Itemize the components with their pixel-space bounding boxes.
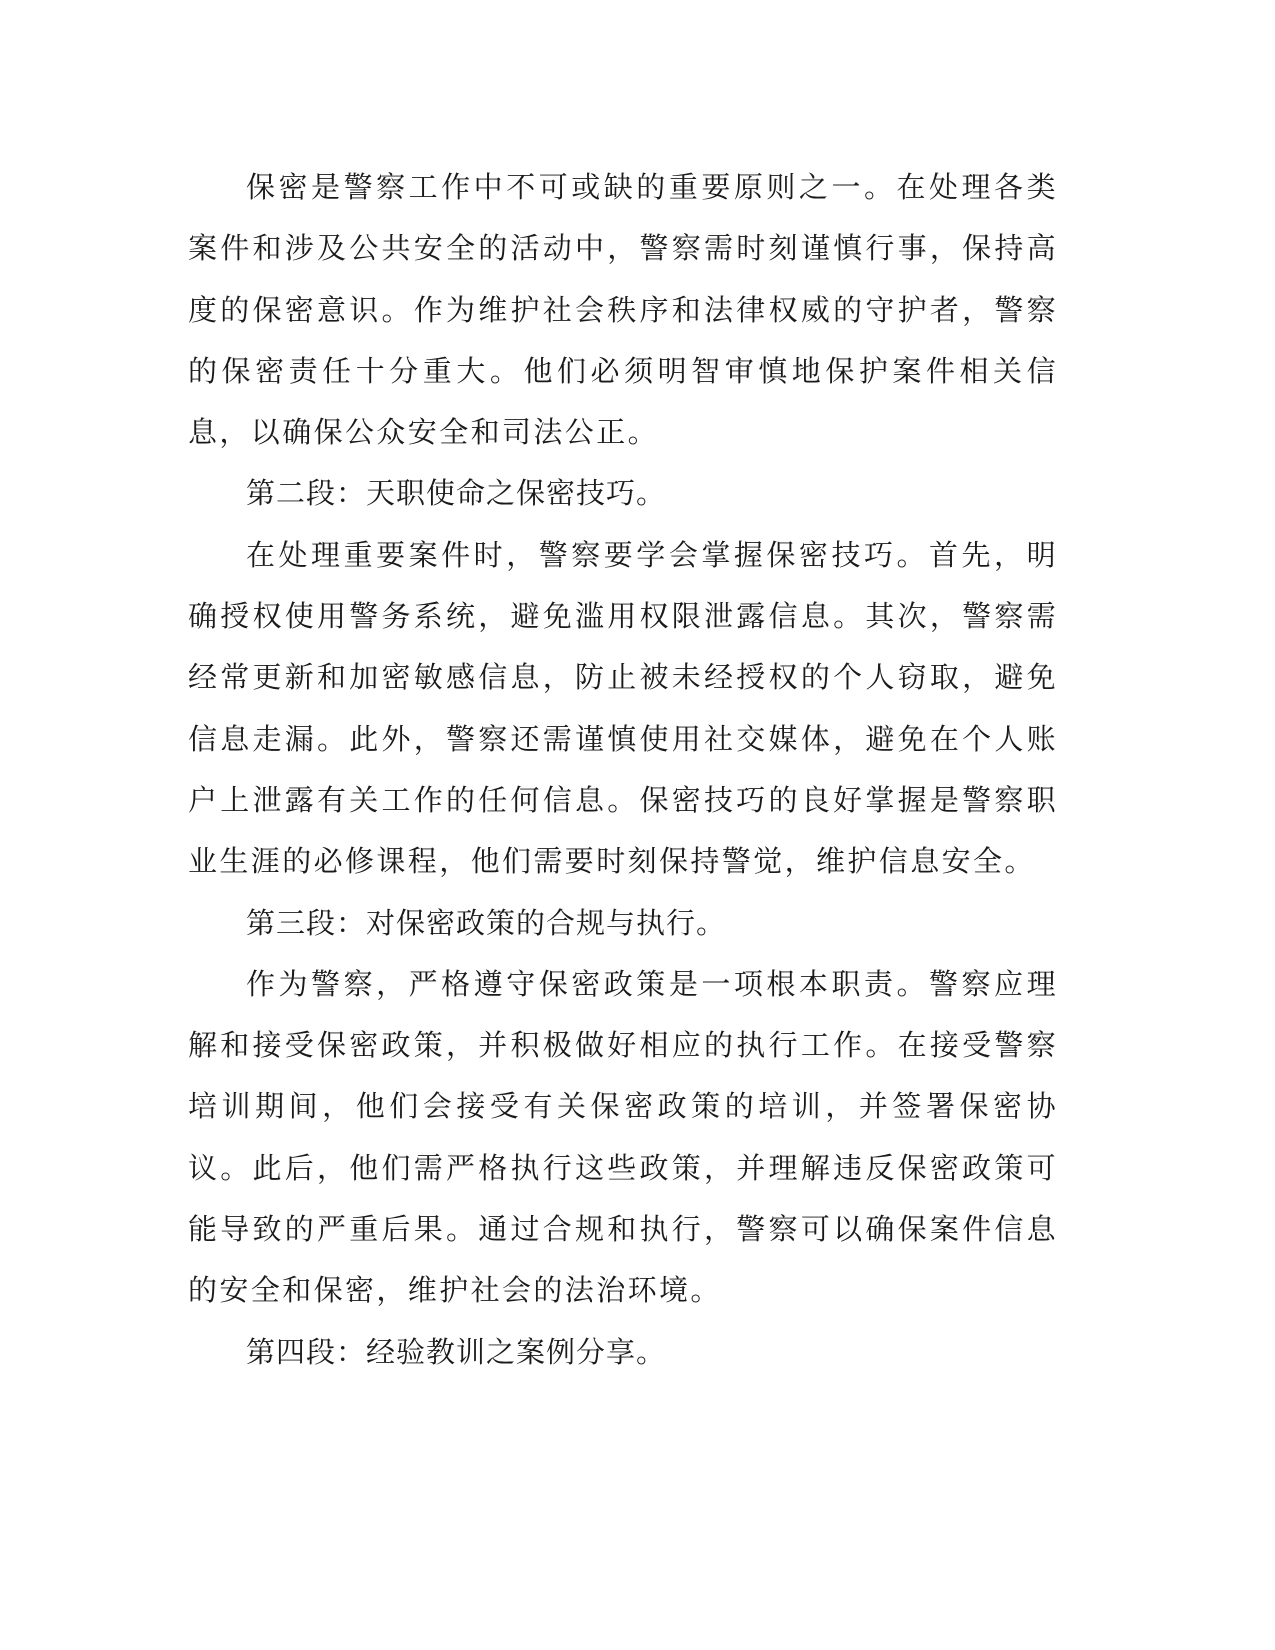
paragraph-intro: 保密是警察工作中不可或缺的重要原则之一。在处理各类案件和涉及公共安全的活动中，警察需时刻谨慎行事，保持高度的保密意识。作为维护社会秩序和法律权威的守护者，警察的保密责任十分重大。他们必须明智审慎地保护案件相关信息，以确保公众安全和司法公正。 <box>188 170 1058 450</box>
section-heading-3: 第三段：对保密政策的合规与执行。 <box>246 905 727 940</box>
paragraph-section-3: 作为警察，严格遵守保密政策是一项根本职责。警察应理解和接受保密政策，并积极做好相应的执行工作。在接受警察培训期间，他们会接受有关保密政策的培训，并签署保密协议。此后，他们需严格执行这些政策，并理解违反保密政策可能导致的严重后果。通过合规和执行，警察可以确保案件信息的安全和保密，维护社会的法治环境。 <box>188 966 1058 1308</box>
paragraph-section-2: 在处理重要案件时，警察要学会掌握保密技巧。首先，明确授权使用警务系统，避免滥用权限泄露信息。其次，警察需经常更新和加密敏感信息，防止被未经授权的个人窃取，避免信息走漏。此外，警察还需谨慎使用社交媒体，避免在个人账户上泄露有关工作的任何信息。保密技巧的良好掌握是警察职业生涯的必修课程，他们需要时刻保持警觉，维护信息安全。 <box>188 537 1058 879</box>
text-column <box>188 157 1058 1383</box>
section-heading-4: 第四段：经验教训之案例分享。 <box>246 1334 667 1369</box>
section-heading-2: 第二段：天职使命之保密技巧。 <box>246 476 667 511</box>
